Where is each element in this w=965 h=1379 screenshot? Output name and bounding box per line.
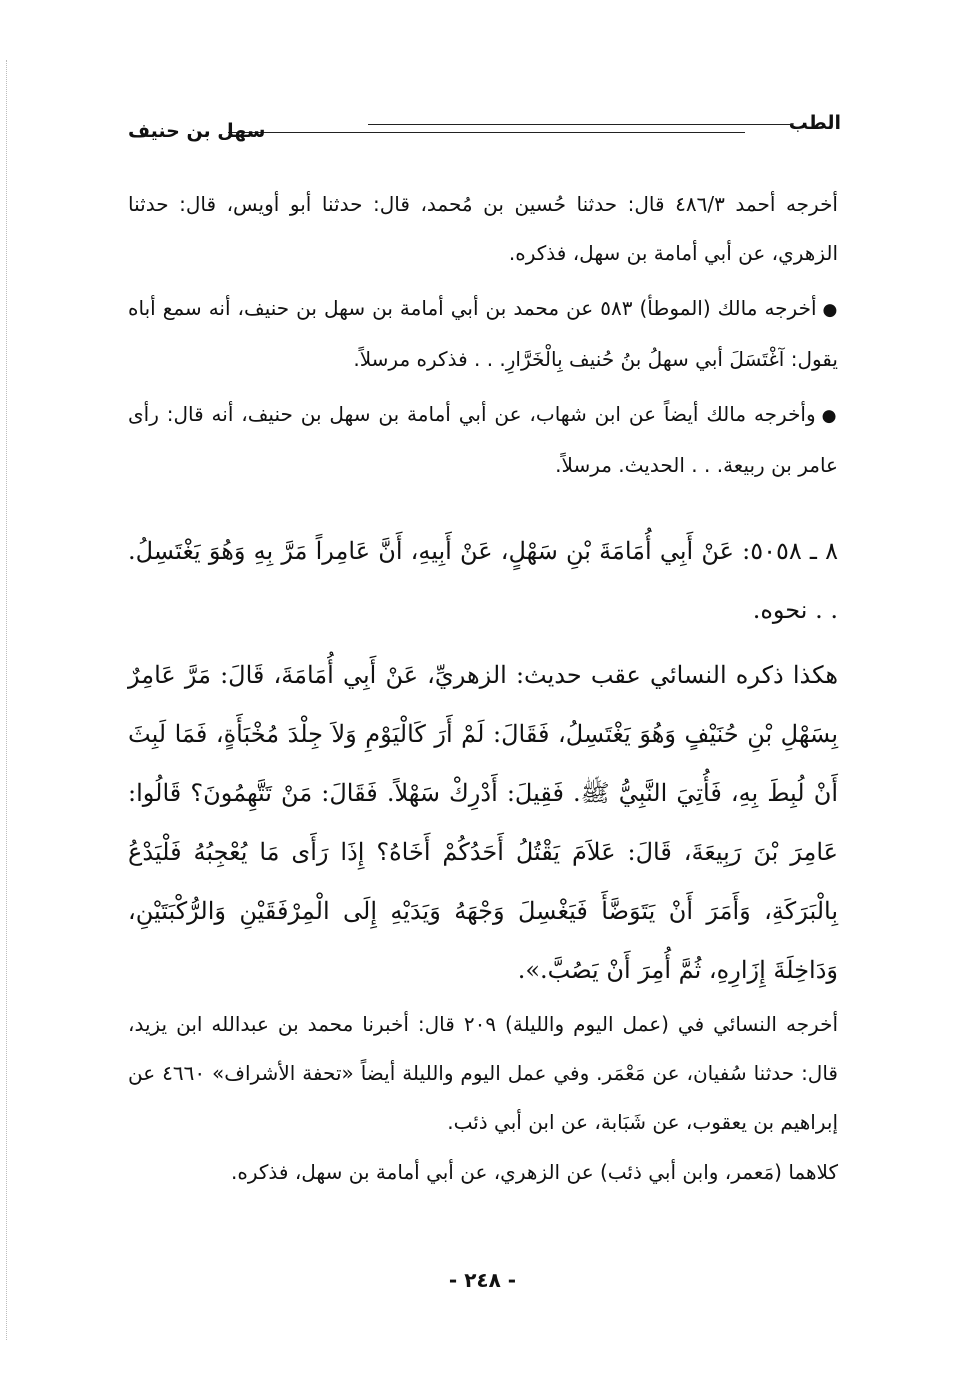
hadith-text: هكذا ذكره النسائي عقب حديث: الزهريِّ، عَنْ أَبِي أُمَامَةَ، قَالَ: مَرَّ عَامِرٌ بِسَهْلِ بْنِ حُنَيْفٍ وَهُوَ يَغْتَسِلُ، فَقَالَ: لَمْ أَرَ كَالْيَوْمِ وَلاَ جِلْدَ مُخْبَأَةٍ، فَمَا لَبِثَ أَنْ لُبِطَ بِهِ، فَأُتِيَ النَّبِيُّ ﷺ. فَقِيلَ: أَدْرِكْ سَهْلاً. فَقَالَ: مَنْ تَتَّهِمُونَ؟ قَالُوا: عَامِرَ بْنَ رَبِيعَةَ، قَالَ: عَلاَمَ يَقْتُلُ أَحَدُكُمْ أَخَاهُ؟ إِذَا رَأَى مَا يُعْجِبُهُ فَلْيَدْعُ بِالْبَرَكَةِ، وَأَمَرَ أَنْ يَتَوَضَّأَ فَيَغْسِلَ وَجْهَهُ وَيَدَيْهِ إِلَى الْمِرْفَقَيْنِ وَالرُّكْبَتَيْنِ، وَدَاخِلَةَ إِزَارِهِ، ثُمَّ أُمِرَ أَنْ يَصُبَّ.». — [128, 661, 838, 984]
hadith-nasai-text — [128, 646, 838, 1000]
takhrij-paragraph-both — [128, 1148, 838, 1197]
takhrij-paragraph-malik-2 — [128, 390, 838, 490]
paragraph-text: أخرجه أحمد ٤٨٦/٣ قال: حدثنا حُسين بن مُحمد، قال: حدثنا أبو أويس، قال: حدثنا الزهري، عن أبي أمامة بن سهل، فذكره. — [128, 192, 838, 265]
hadith-5058 — [128, 522, 838, 640]
page-number: - ٢٤٨ - — [448, 1268, 517, 1292]
running-header — [128, 106, 841, 146]
chapter-title: الطب — [788, 112, 841, 134]
scan-margin-marks — [6, 60, 9, 1340]
bullet-icon: ● — [821, 406, 839, 426]
takhrij-paragraph-nasai — [128, 1000, 838, 1147]
paragraph-text: أخرجه مالك (الموطأ) ٥٨٣ عن محمد بن أبي أمامة بن سهل بن حنيف، أنه سمع أباه يقول: آغْتَسَلَ أبي سهلُ بنُ حُنيف بِالْخَرَّارِ. . . فذكره مرسلاً. — [128, 296, 838, 371]
takhrij-paragraph-malik — [128, 284, 838, 384]
section-title: سهل بن حنيف — [128, 120, 266, 142]
paragraph-text: أخرجه النسائي في (عمل اليوم والليلة) ٢٠٩ قال: أخبرنا محمد بن عبدالله ابن يزيد، قال: حدثنا سُفيان، عن مَعْمَر. وفي عمل اليوم والليلة أيضاً «تحفة الأشراف» ٤٦٦٠ عن إبراهيم بن يعقوب، عن شَبَابة، عن ابن أبي ذئب. — [128, 1012, 839, 1134]
bullet-icon: ● — [822, 300, 838, 320]
header-rule-bottom — [228, 132, 745, 133]
paragraph-text: وأخرجه مالك أيضاً عن ابن شهاب، عن أبي أمامة بن سهل بن حنيف، أنه قال: رأى عامر بن ربيعة. . . الحديث. مرسلاً. — [128, 402, 838, 477]
hadith-text: ٨ ـ ٥٠٥٨: عَنْ أَبِي أُمَامَةَ بْنِ سَهْلٍ، عَنْ أَبِيهِ، أَنَّ عَامِراً مَرَّ بِهِ وَهُوَ يَغْتَسِلُ. . . نحوه. — [128, 537, 838, 624]
header-rule-top — [368, 124, 793, 125]
paragraph-text: كلاهما (مَعمر، وابن أبي ذئب) عن الزهري، عن أبي أمامة بن سهل، فذكره. — [231, 1160, 838, 1184]
takhrij-paragraph-ahmad — [128, 180, 838, 278]
